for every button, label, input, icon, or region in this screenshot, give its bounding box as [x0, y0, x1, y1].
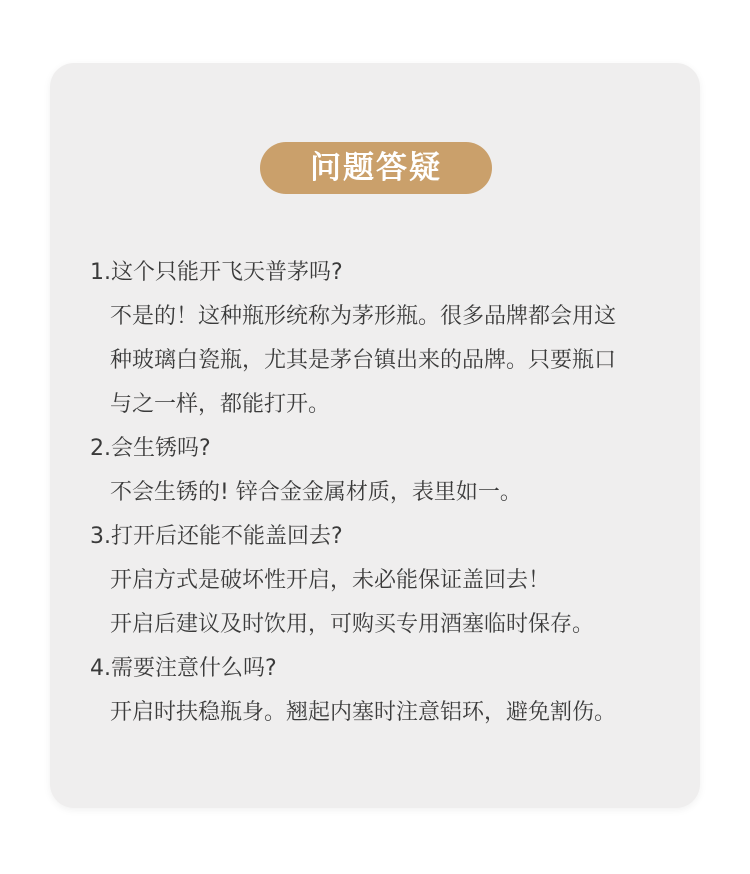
faq-card — [50, 63, 700, 808]
faq-answer-2-line-1: 不会生锈的! 锌合金金属材质，表里如一。 — [110, 480, 522, 505]
faq-list — [90, 251, 680, 735]
faq-answer-1-line-1: 不是的！这种瓶形统称为茅形瓶。很多品牌都会用这 — [110, 304, 617, 329]
title-pill — [260, 142, 492, 194]
faq-answer-1-line-3: 与之一样，都能打开。 — [110, 392, 331, 417]
faq-answer-3-line-2: 开启后建议及时饮用，可购买专用酒塞临时保存。 — [110, 612, 595, 637]
faq-question-1: 1.这个只能开飞天普茅吗? — [90, 260, 343, 285]
faq-answer-4-line-1: 开启时扶稳瓶身。翘起内塞时注意铝环，避免割伤。 — [110, 700, 617, 725]
faq-question-3: 3.打开后还能不能盖回去? — [90, 524, 343, 549]
faq-answer-3-line-1: 开启方式是破坏性开启，未必能保证盖回去！ — [110, 568, 551, 593]
faq-question-2: 2.会生锈吗? — [90, 436, 211, 461]
faq-question-4: 4.需要注意什么吗? — [90, 656, 277, 681]
page-title: 问题答疑 — [310, 149, 442, 186]
faq-answer-1-line-2: 种玻璃白瓷瓶，尤其是茅台镇出来的品牌。只要瓶口 — [110, 348, 617, 373]
